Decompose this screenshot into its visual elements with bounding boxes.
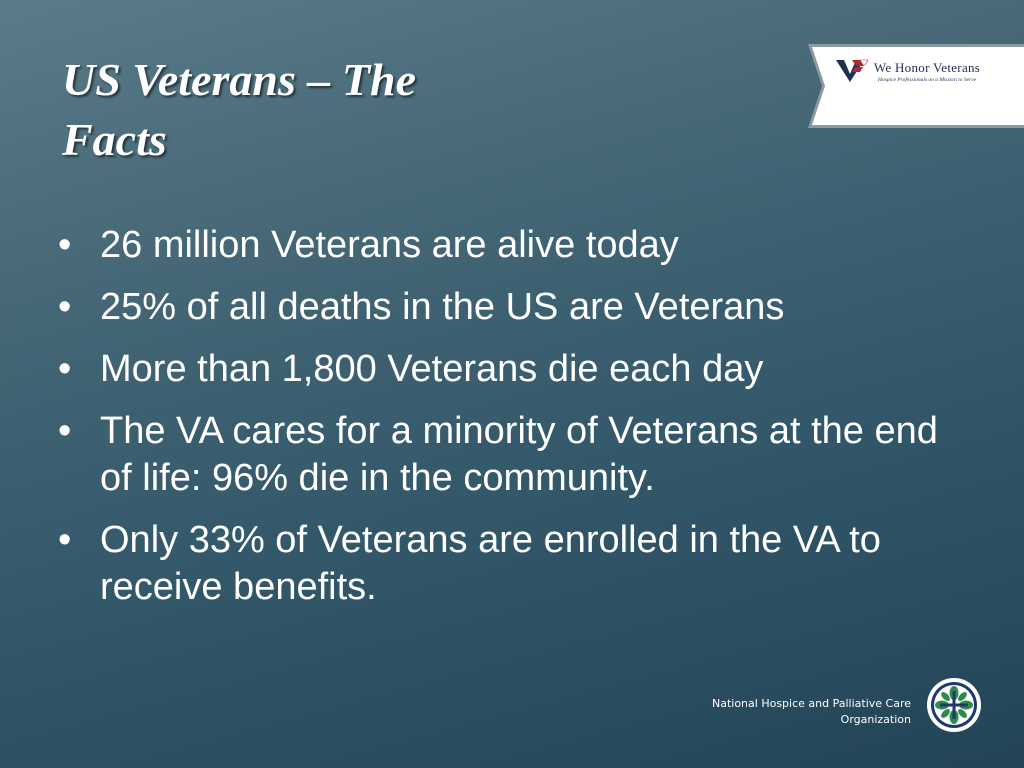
bullet-icon: • [58, 410, 72, 452]
list-item-text: Only 33% of Veterans are enrolled in the VA to receive benefits. [100, 519, 881, 608]
list-item [58, 284, 978, 331]
we-honor-veterans-logo [808, 44, 1024, 128]
list-item [58, 346, 978, 393]
list-item-text: The VA cares for a minority of Veterans at the end of life: 96% die in the community. [100, 410, 938, 499]
slide-title-line-2: Facts [62, 114, 167, 165]
list-item-text: 25% of all deaths in the US are Veterans [100, 286, 785, 328]
slide-title [62, 50, 622, 170]
list-item [58, 517, 978, 611]
footer-org-line-2: Organization [840, 713, 911, 726]
nhpco-emblem-icon [926, 677, 982, 733]
logo-banner-shape [808, 44, 1024, 128]
fact-list [58, 222, 978, 626]
list-item-text: 26 million Veterans are alive today [100, 224, 679, 266]
list-item [58, 222, 978, 269]
footer-org-name [712, 696, 911, 728]
bullet-icon: • [58, 519, 72, 561]
footer-org-line-1: National Hospice and Palliative Care [711, 697, 911, 710]
logo-tagline: Hospice Professionals on a Mission to Serve [877, 77, 977, 83]
v-flag-icon [830, 58, 870, 84]
list-item-text: More than 1,800 Veterans die each day [100, 348, 764, 390]
bullet-icon: • [58, 224, 72, 266]
slide-title-line-1: US Veterans – The [62, 54, 416, 105]
list-item [58, 408, 978, 502]
logo-name: We Honor Veterans [873, 60, 981, 75]
bullet-icon: • [58, 348, 72, 390]
bullet-icon: • [58, 286, 72, 328]
